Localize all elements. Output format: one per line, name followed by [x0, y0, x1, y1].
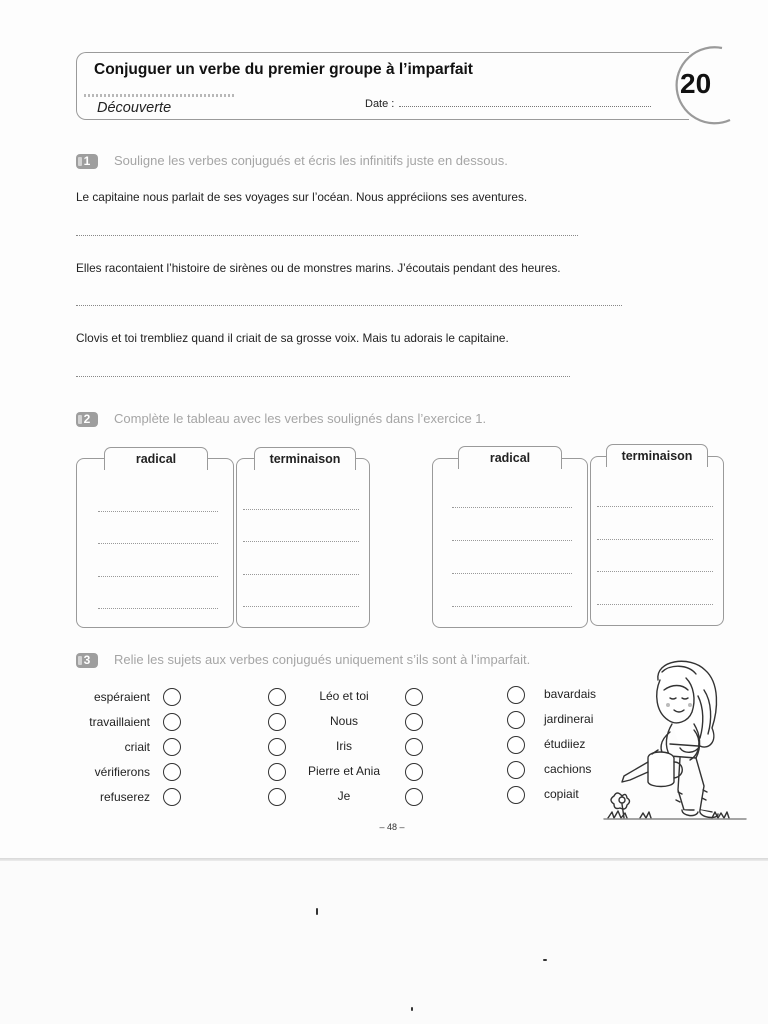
answer-line[interactable]: [76, 376, 570, 377]
left-verb: travaillaient: [89, 715, 150, 729]
terminaison-column-right: [590, 456, 724, 626]
table-cell-line[interactable]: [452, 606, 572, 607]
table-cell-line[interactable]: [98, 511, 218, 512]
link-dot-subject-left[interactable]: [268, 738, 286, 756]
subject: Iris: [336, 739, 352, 753]
link-dot-right-verb[interactable]: [507, 711, 525, 729]
table-cell-line[interactable]: [452, 540, 572, 541]
left-verb: vérifierons: [94, 765, 150, 779]
radical-header: radical: [458, 446, 562, 469]
exercise-1-sentence: Elles racontaient l’histoire de sirènes ou de monstres marins. J’écoutais pendant des heures.: [76, 261, 561, 275]
link-dot-left-verb[interactable]: [163, 788, 181, 806]
exercise-1-sentence: Clovis et toi trembliez quand il criait de sa grosse voix. Mais tu adorais le capitaine.: [76, 331, 509, 345]
right-verb: étudiiez: [544, 737, 586, 751]
answer-line[interactable]: [76, 235, 578, 236]
table-cell-line[interactable]: [243, 606, 359, 607]
table-cell-line[interactable]: [452, 573, 572, 574]
right-verb: copiait: [544, 787, 579, 801]
table-cell-line[interactable]: [597, 604, 713, 605]
page-subtitle: Découverte: [97, 100, 172, 116]
blank-lower-area: [0, 861, 768, 1024]
link-dot-subject-right[interactable]: [405, 788, 423, 806]
table-cell-line[interactable]: [452, 507, 572, 508]
link-dot-subject-right[interactable]: [405, 688, 423, 706]
radical-header: radical: [104, 447, 208, 470]
exercise-3-badge: 3: [76, 653, 98, 668]
table-cell-line[interactable]: [597, 539, 713, 540]
link-dot-subject-left[interactable]: [268, 713, 286, 731]
left-verb: espéraient: [93, 690, 150, 704]
table-cell-line[interactable]: [243, 541, 359, 542]
girl-watering-illustration: [600, 650, 750, 825]
table-cell-line[interactable]: [98, 543, 218, 544]
exercise-1-badge: 1: [76, 154, 98, 169]
terminaison-header: terminaison: [254, 447, 356, 470]
table-cell-line[interactable]: [98, 576, 218, 577]
subject: Je: [337, 789, 351, 803]
unit-number: 20: [680, 68, 712, 99]
table-cell-line[interactable]: [98, 608, 218, 609]
link-dot-right-verb[interactable]: [507, 786, 525, 804]
subject: Pierre et Ania: [307, 764, 381, 778]
date-field[interactable]: [399, 106, 651, 107]
link-dot-subject-left[interactable]: [268, 788, 286, 806]
right-verb: cachions: [544, 762, 592, 776]
right-verb: jardinerai: [544, 712, 594, 726]
table-cell-line[interactable]: [597, 506, 713, 507]
exercise-3-instruction: Relie les sujets aux verbes conjugués uniquement s’ils sont à l’imparfait.: [114, 652, 531, 667]
right-verb: bavardais: [544, 687, 597, 701]
radical-column-right: [432, 458, 588, 628]
link-dot-right-verb[interactable]: [507, 736, 525, 754]
link-dot-subject-left[interactable]: [268, 688, 286, 706]
page-number: – 48 –: [379, 822, 405, 832]
link-dot-subject-right[interactable]: [405, 713, 423, 731]
link-dot-left-verb[interactable]: [163, 688, 181, 706]
link-dot-left-verb[interactable]: [163, 738, 181, 756]
subject: Nous: [329, 714, 358, 728]
link-dot-subject-left[interactable]: [268, 763, 286, 781]
exercise-1-sentence: Le capitaine nous parlait de ses voyages sur l’océan. Nous appréciions ses aventures.: [76, 190, 528, 204]
link-dot-subject-right[interactable]: [405, 738, 423, 756]
answer-line[interactable]: [76, 305, 622, 306]
subject: Léo et toi: [319, 689, 369, 703]
page-title: Conjuguer un verbe du premier groupe à l’imparfait: [94, 61, 473, 78]
link-dot-right-verb[interactable]: [507, 686, 525, 704]
link-dot-left-verb[interactable]: [163, 763, 181, 781]
terminaison-column-left: [236, 458, 370, 628]
exercise-2-instruction: Complète le tableau avec les verbes soulignés dans l’exercice 1.: [114, 411, 487, 426]
left-verb: refuserez: [99, 790, 150, 804]
header-divider: [84, 94, 234, 97]
terminaison-header: terminaison: [606, 444, 708, 467]
left-verb: criait: [124, 740, 150, 754]
exercise-1-instruction: Souligne les verbes conjugués et écris les infinitifs juste en dessous.: [114, 153, 508, 168]
link-dot-right-verb[interactable]: [507, 761, 525, 779]
table-cell-line[interactable]: [243, 509, 359, 510]
table-cell-line[interactable]: [243, 574, 359, 575]
link-dot-left-verb[interactable]: [163, 713, 181, 731]
date-label: Date :: [365, 98, 395, 110]
exercise-2-badge: 2: [76, 412, 98, 427]
table-cell-line[interactable]: [597, 571, 713, 572]
link-dot-subject-right[interactable]: [405, 763, 423, 781]
